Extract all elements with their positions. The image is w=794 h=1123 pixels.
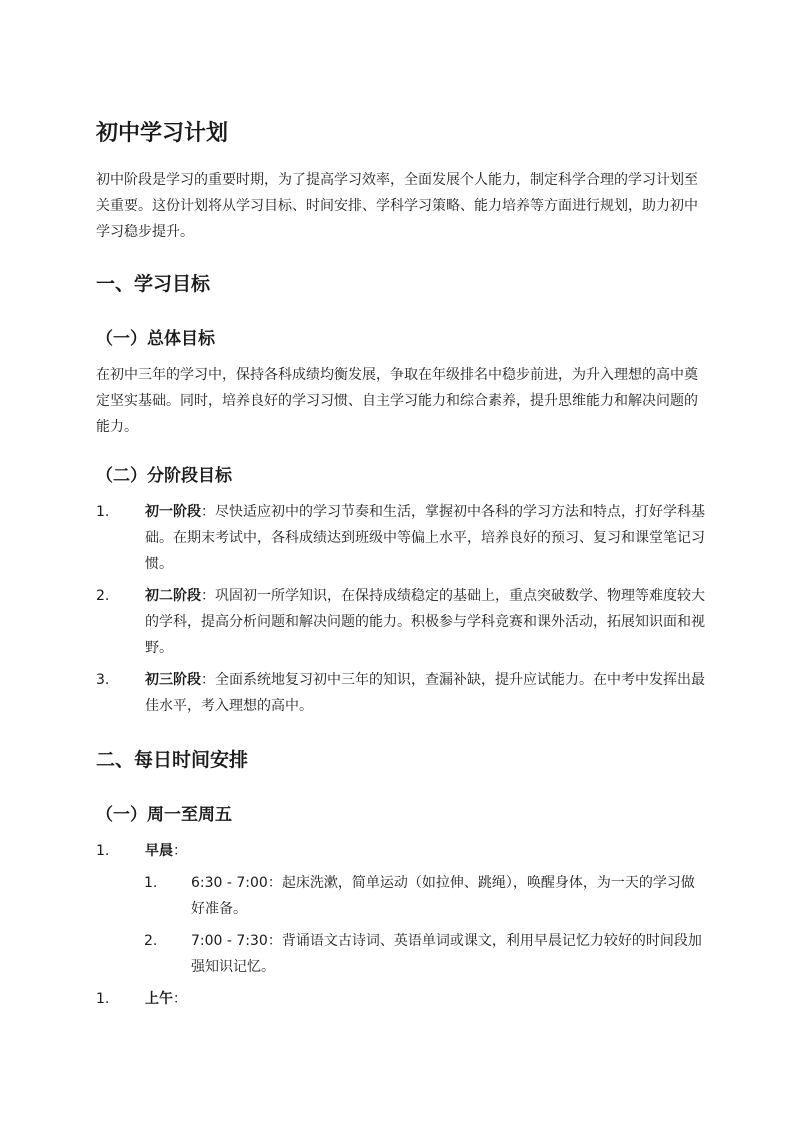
nested-list-item [96, 928, 706, 980]
list-item-text: 6:30 - 7:00：起床洗漱，简单运动（如拉伸、跳绳），唤醒身体，为一天的学习做好准备。 [191, 875, 695, 917]
list-item [96, 986, 706, 1012]
subheading-weekdays: （一）周一至周五 [96, 805, 232, 825]
list-item-text: ：尽快适应初中的学习节奏和生活，掌握初中各科的学习方法和特点，打好学科基础。在期末考试中，各科成绩达到班级中等偏上水平，培养良好的预习、复习和课堂笔记习惯。 [145, 504, 705, 572]
list-number: 1. [96, 991, 110, 1007]
subheading-overall-goal: （一）总体目标 [96, 329, 215, 349]
intro-paragraph: 初中阶段是学习的重要时期，为了提高学习效率，全面发展个人能力，制定科学合理的学习计划至关重要。这份计划将从学习目标、时间安排、学科学习策略、能力培养等方面进行规划，助力初中学习稳步提升。 [96, 172, 698, 240]
list-item-text: ：巩固初一所学知识，在保持成绩稳定的基础上，重点突破数学、物理等难度较大的学科，提高分析问题和解决问题的能力。积极参与学科竞赛和课外活动，拓展知识面和视野。 [145, 588, 705, 656]
list-item [96, 499, 706, 577]
list-item-label: 初二阶段 [145, 588, 201, 604]
section-heading-schedule: 二、每日时间安排 [96, 749, 249, 771]
subheading-stage-goals: （二）分阶段目标 [96, 466, 232, 486]
list-item-text: 7:00 - 7:30：背诵语文古诗词、英语单词或课文，利用早晨记忆力较好的时间段加强知识记忆。 [191, 933, 702, 975]
list-number: 2. [96, 588, 110, 604]
list-number: 1. [96, 843, 110, 859]
list-item [96, 667, 706, 719]
list-item-label: 初三阶段 [145, 672, 201, 688]
nested-list-item [96, 870, 706, 922]
section-heading-goals: 一、学习目标 [96, 273, 211, 295]
list-item [96, 583, 706, 661]
list-item-colon: ： [173, 843, 187, 859]
list-item-label: 早晨 [145, 843, 173, 859]
list-item [96, 838, 706, 864]
document-page [96, 118, 706, 1018]
doc-title: 初中学习计划 [96, 121, 229, 146]
overall-goal-paragraph: 在初中三年的学习中，保持各科成绩均衡发展，争取在年级排名中稳步前进，为升入理想的高中奠定坚实基础。同时，培养良好的学习习惯、自主学习能力和综合素养，提升思维能力和解决问题的能力。 [96, 367, 698, 435]
list-item-colon: ： [173, 991, 187, 1007]
list-number: 3. [96, 672, 110, 688]
list-item-label: 初一阶段 [145, 504, 201, 520]
list-number: 1. [96, 504, 110, 520]
list-number: 1. [144, 875, 158, 891]
list-item-label: 上午 [145, 991, 173, 1007]
list-item-text: ：全面系统地复习初中三年的知识，查漏补缺，提升应试能力。在中考中发挥出最佳水平，考入理想的高中。 [145, 672, 705, 714]
list-number: 2. [144, 933, 158, 949]
